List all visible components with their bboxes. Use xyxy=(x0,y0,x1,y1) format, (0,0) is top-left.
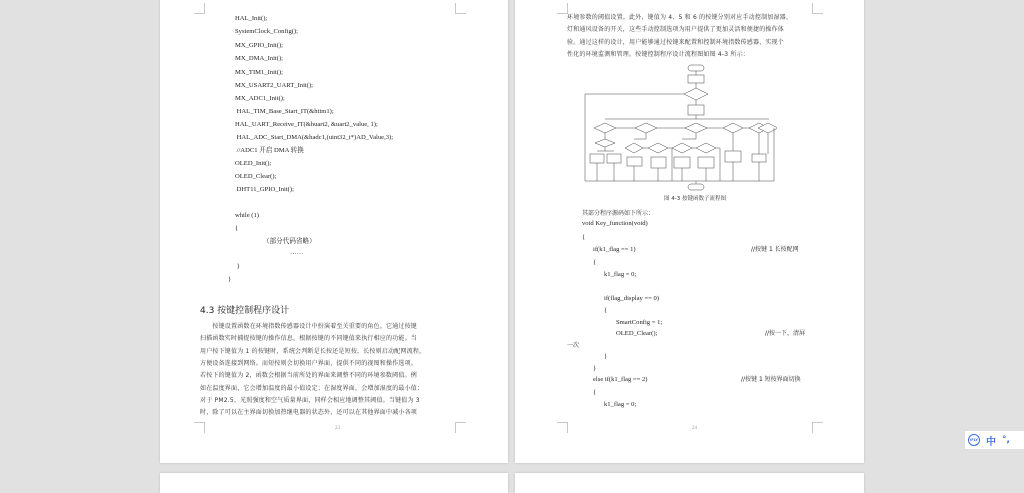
code-line: MX_TIM1_Init(); xyxy=(235,69,283,76)
paragraph-line: 性化的环境监测和管理。按键控制程序设计流程图如图 4-3 所示： xyxy=(567,50,750,58)
code-line: void Key_function(void) xyxy=(582,220,648,227)
code-line: k1_flag = 0; xyxy=(604,401,637,408)
code-intro-text: 其部分程序源码如下所示： xyxy=(582,210,655,217)
code-line: SystemClock_Config(); xyxy=(235,28,299,35)
flowchart-end-node xyxy=(688,184,704,190)
flowchart-decision-node xyxy=(684,88,708,100)
code-line: //ADC1 开启 DMA 转换 xyxy=(235,147,304,154)
document-page-next-left[interactable] xyxy=(160,473,508,493)
ime-punctuation-toggle[interactable]: °, xyxy=(1002,435,1010,445)
code-line: k1_flag = 0; xyxy=(604,271,637,278)
code-line: MX_DMA_Init(); xyxy=(235,55,283,62)
paragraph-line: 扫描函数实时捕捉按键的操作信息，根据按键的不同键值来执行相应的功能。当 xyxy=(200,335,418,343)
code-line: { xyxy=(235,225,239,232)
code-line: while (1) xyxy=(235,212,259,219)
code-line: } xyxy=(604,353,608,360)
code-line: …… xyxy=(290,249,304,256)
code-line: MX_USART2_UART_Init(); xyxy=(235,82,313,89)
paragraph-line: 如在温度界面，它会增加温度的最小值设定；在湿度界面，会增加湿度的最小值； xyxy=(200,384,424,392)
page-corner-mark xyxy=(455,422,466,433)
paragraph-line: 用户按下键值为 1 的按键时，系统会判断是长按还是短按，长按则启动配网流程， xyxy=(200,347,426,355)
code-comment: //按一下，清屏 xyxy=(765,330,806,337)
flowchart-process-node xyxy=(688,105,704,115)
code-line: { xyxy=(582,234,586,241)
code-line: } xyxy=(593,365,597,372)
code-comment: //按键 1 长按配网 xyxy=(751,246,799,253)
paragraph-line: 方便设备连接到网络。而短按则会切换用户界面，提供不同的视图和操作选项。 xyxy=(200,359,418,367)
paragraph-line: 验。通过这样的设计，用户能够通过按键来配置和控制环境指数传感器，实现个 xyxy=(567,38,785,46)
code-line: MX_ADC1_Init(); xyxy=(235,95,285,102)
paragraph-line: 对于 PM2.5、光照强度和空气质量界面，同样会相应地调整其阈值。当键值为 3 xyxy=(200,396,420,404)
code-line: if(k1_flag == 1) xyxy=(593,246,636,253)
code-line: OLED_Clear(); xyxy=(235,173,277,180)
figure-caption: 图 4-3 按键函数子流程图 xyxy=(664,196,726,202)
document-page-24[interactable] xyxy=(515,0,864,463)
document-page-next-right[interactable] xyxy=(515,473,864,493)
section-heading: 4.3 按键控制程序设计 xyxy=(200,306,290,316)
page-corner-mark xyxy=(812,422,823,433)
code-line: HAL_UART_Receive_IT(&huart2, &uart2_value, 1); xyxy=(235,121,378,128)
code-line: } xyxy=(228,276,232,283)
code-comment: 一次 xyxy=(567,342,580,349)
page-corner-mark xyxy=(557,422,568,433)
code-line: if(flag_display == 0) xyxy=(604,295,660,302)
code-line: else if(k1_flag == 2) xyxy=(593,376,648,383)
paragraph-line: 若按下的键值为 2，函数会根据当前所处的界面来调整不同的环境参数阈值。例 xyxy=(200,372,417,380)
page-corner-mark xyxy=(194,3,205,14)
code-line: OLED_Init(); xyxy=(235,160,272,167)
code-line: { xyxy=(593,389,597,396)
code-line: MX_GPIO_Init(); xyxy=(235,42,283,49)
paragraph-line: 环境参数的阈值设置。此外，键值为 4、5 和 6 的按键分别对应手动控制加湿器、 xyxy=(567,14,793,21)
page-number: 24 xyxy=(692,426,697,431)
ime-language-toggle[interactable]: 中 xyxy=(986,436,996,448)
code-line: HAL_ADC_Start_DMA(&hadc1,(uint32_t*)AD_Value,3); xyxy=(235,134,394,141)
code-line: { xyxy=(604,307,608,314)
code-line: OLED_Clear(); xyxy=(616,330,658,337)
code-line: （部分代码省略） xyxy=(263,238,316,245)
paragraph-line: 按键设置函数在环境指数传感器设计中扮演着至关重要的角色。它通过按键 xyxy=(200,323,418,330)
code-line: HAL_Init(); xyxy=(235,15,268,22)
ime-logo-icon[interactable]: iFLY xyxy=(968,434,980,446)
ime-toolbar[interactable] xyxy=(965,431,1024,449)
code-line: DHT11_GPIO_Init(); xyxy=(235,186,294,193)
page-corner-mark xyxy=(455,3,466,14)
page-number: 23 xyxy=(335,426,340,431)
paragraph-line: 时，除了可以在主界面切换加热继电器的状态外，还可以在其他界面中减小各项 xyxy=(200,409,418,417)
document-page-23[interactable] xyxy=(160,0,508,463)
flowchart-start-node xyxy=(688,65,704,71)
flowchart-process-node xyxy=(688,75,704,83)
page-corner-mark xyxy=(812,3,823,14)
code-line: } xyxy=(235,263,240,270)
paragraph-line: 灯和通风设备的开关，这些手动控制选项为用户提供了更加灵活和便捷的操作体 xyxy=(567,26,785,34)
page-corner-mark xyxy=(194,422,205,433)
code-line: SmartConfig = 1; xyxy=(616,319,663,326)
code-line: { xyxy=(593,259,597,266)
code-comment: //按键 1 短按界面切换 xyxy=(741,376,801,383)
flowchart-figure xyxy=(582,63,777,191)
code-line: HAL_TIM_Base_Start_IT(&htim1); xyxy=(235,108,334,115)
